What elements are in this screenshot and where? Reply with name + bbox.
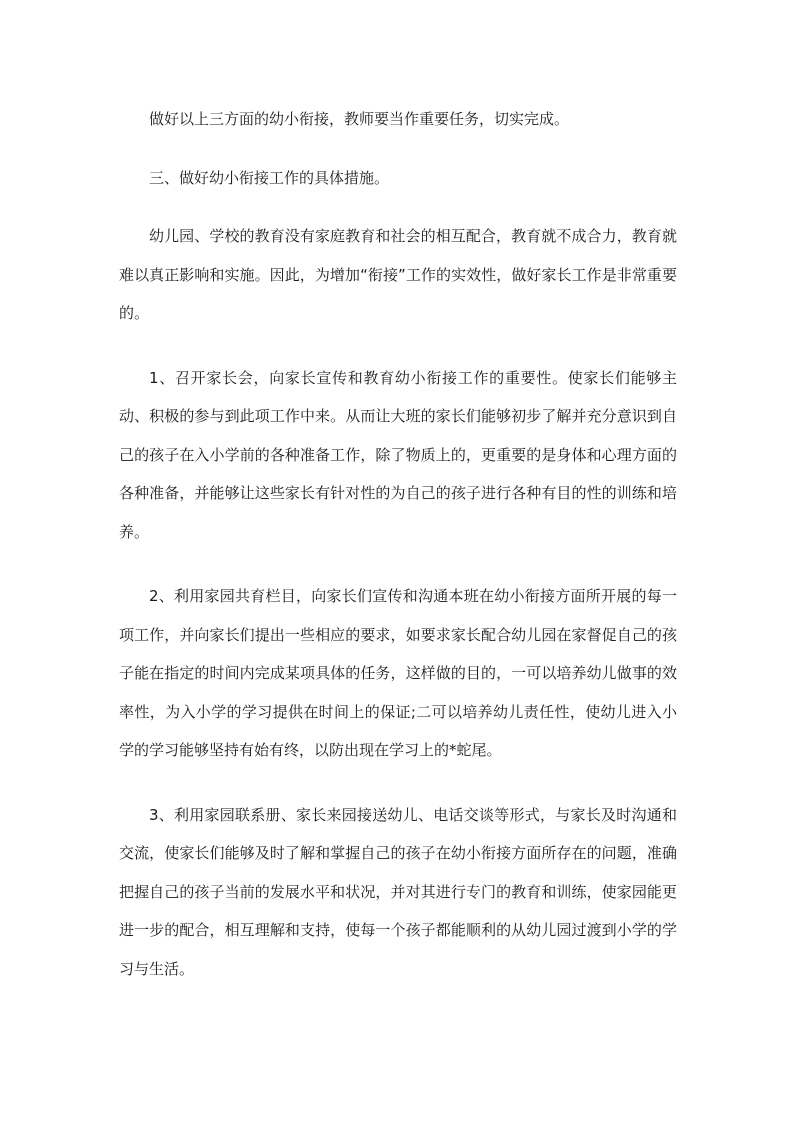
paragraph-intro: 幼儿园、学校的教育没有家庭教育和社会的相互配合，教育就不成合力，教育就难以真正影响和实施。因此，为增加“衔接”工作的实效性，做好家长工作是非常重要的。 bbox=[119, 227, 677, 322]
section-heading-3: 三、做好幼小衔接工作的具体措施。 bbox=[149, 168, 390, 187]
paragraph-summary: 做好以上三方面的幼小衔接，教师要当作重要任务，切实完成。 bbox=[149, 110, 570, 128]
document-body bbox=[119, 100, 677, 988]
paragraph-measure-1: 1、召开家长会，向家长宣传和教育幼小衔接工作的重要性。使家长们能够主动、积极的参与到此项工作中来。从而让大班的家长们能够初步了解并充分意识到自己的孩子在入小学前的各种准备工作，除了物质上的，更重要的是身体和心理方面的各种准备，并能够让这些家长有针对性的为自己的孩子进行各种有目的性的训练和培养。 bbox=[119, 368, 677, 541]
paragraph-measure-2: 2、利用家园共育栏目，向家长们宣传和沟通本班在幼小衔接方面所开展的每一项工作，并向家长们提出一些相应的要求，如要求家长配合幼儿园在家督促自己的孩子能在指定的时间内完成某项具体的任务，这样做的目的，一可以培养幼儿做事的效率性，为入小学的学习提供在时间上的保证;二可以培养幼儿责任性，使幼儿进入小学的学习能够坚持有始有终，以防出现在学习上的*蛇尾。 bbox=[119, 587, 677, 759]
paragraph-measure-3: 3、利用家园联系册、家长来园接送幼儿、电话交谈等形式，与家长及时沟通和交流，使家长们能够及时了解和掌握自己的孩子在幼小衔接方面所存在的问题，准确把握自己的孩子当前的发展水平和状况，并对其进行专门的教育和训练，使家园能更进一步的配合，相互理解和支持，使每一个孩子都能顺利的从幼儿园过渡到小学的学习与生活。 bbox=[119, 805, 677, 978]
